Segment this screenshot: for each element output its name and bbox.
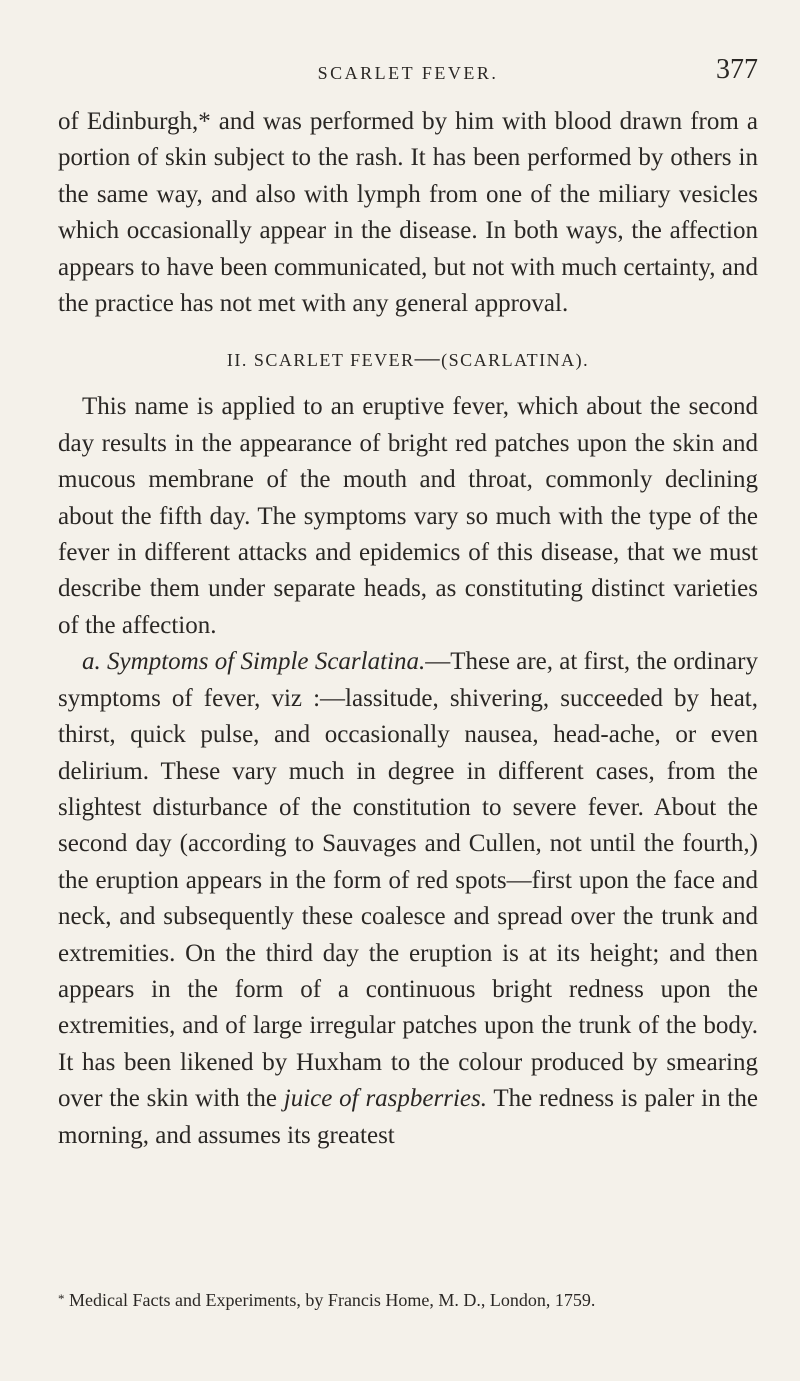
book-page bbox=[58, 0, 758, 1381]
page-number: 377 bbox=[716, 54, 758, 85]
footnote-text: Medical Facts and Experiments, by Francis Home, M. D., London, 1759. bbox=[64, 1290, 596, 1310]
subsection-label: a. Symptoms of Simple Scarlatina. bbox=[82, 648, 426, 676]
section-intro-paragraph: This name is applied to an eruptive fever, which about the second day results in the appearance of bright red patches upon the skin and mucous membrane of the mouth and throat, commonly declining about the fifth day. The symptoms vary so much with the type of the fever in different attacks and epidemics of this disease, that we must describe them under separate heads, as constituting distinct varieties of the affection. bbox=[58, 393, 758, 639]
subsection-paragraph bbox=[58, 644, 758, 1154]
section-title: SCARLET FEVER bbox=[253, 350, 415, 371]
section-heading bbox=[58, 344, 758, 375]
italic-phrase: juice of raspberries. bbox=[283, 1085, 487, 1113]
section-number: II. bbox=[226, 350, 248, 371]
section-dash: — bbox=[414, 345, 442, 373]
footnote-mark: * bbox=[58, 1291, 65, 1306]
footnote bbox=[58, 1287, 758, 1312]
body-text bbox=[58, 104, 758, 1154]
subsection-text-end: The redness is paler in the morning, and assumes its greatest bbox=[58, 1085, 758, 1149]
subsection-text: —These are, at first, the ordinary symptoms of fever, viz :—lassitude, shivering, succeeded by heat, thirst, quick pulse, and occasionally nausea, head-ache, or even delirium. These vary much in degree in different cases, from the slightest disturbance of the constitution to severe fever. About the second day (according to Sauvages and Cullen, not until the fourth,) the eruption appears in the form of red spots—first upon the face and neck, and subsequently these coalesce and spread over the trunk and extremities. On the third day the eruption is at its height; and then appears in the form of a continuous bright redness upon the extremities, and of large irregular patches upon the trunk of the body. It has been likened by Huxham to the colour produced by smearing over the skin with the bbox=[58, 648, 758, 1113]
running-head bbox=[58, 54, 758, 88]
section-alt-title: (SCARLATINA). bbox=[441, 350, 590, 371]
running-title: SCARLET FEVER. bbox=[317, 63, 499, 83]
paragraph-continued: of Edinburgh,* and was performed by him with blood drawn from a portion of skin subject to the rash. It has been performed by others in the same way, and also with lymph from one of the miliary vesicles which occasionally appear in the disease. In both ways, the affection appears to have been communicated, but not with much certainty, and the practice has not met with any general approval. bbox=[58, 108, 758, 318]
